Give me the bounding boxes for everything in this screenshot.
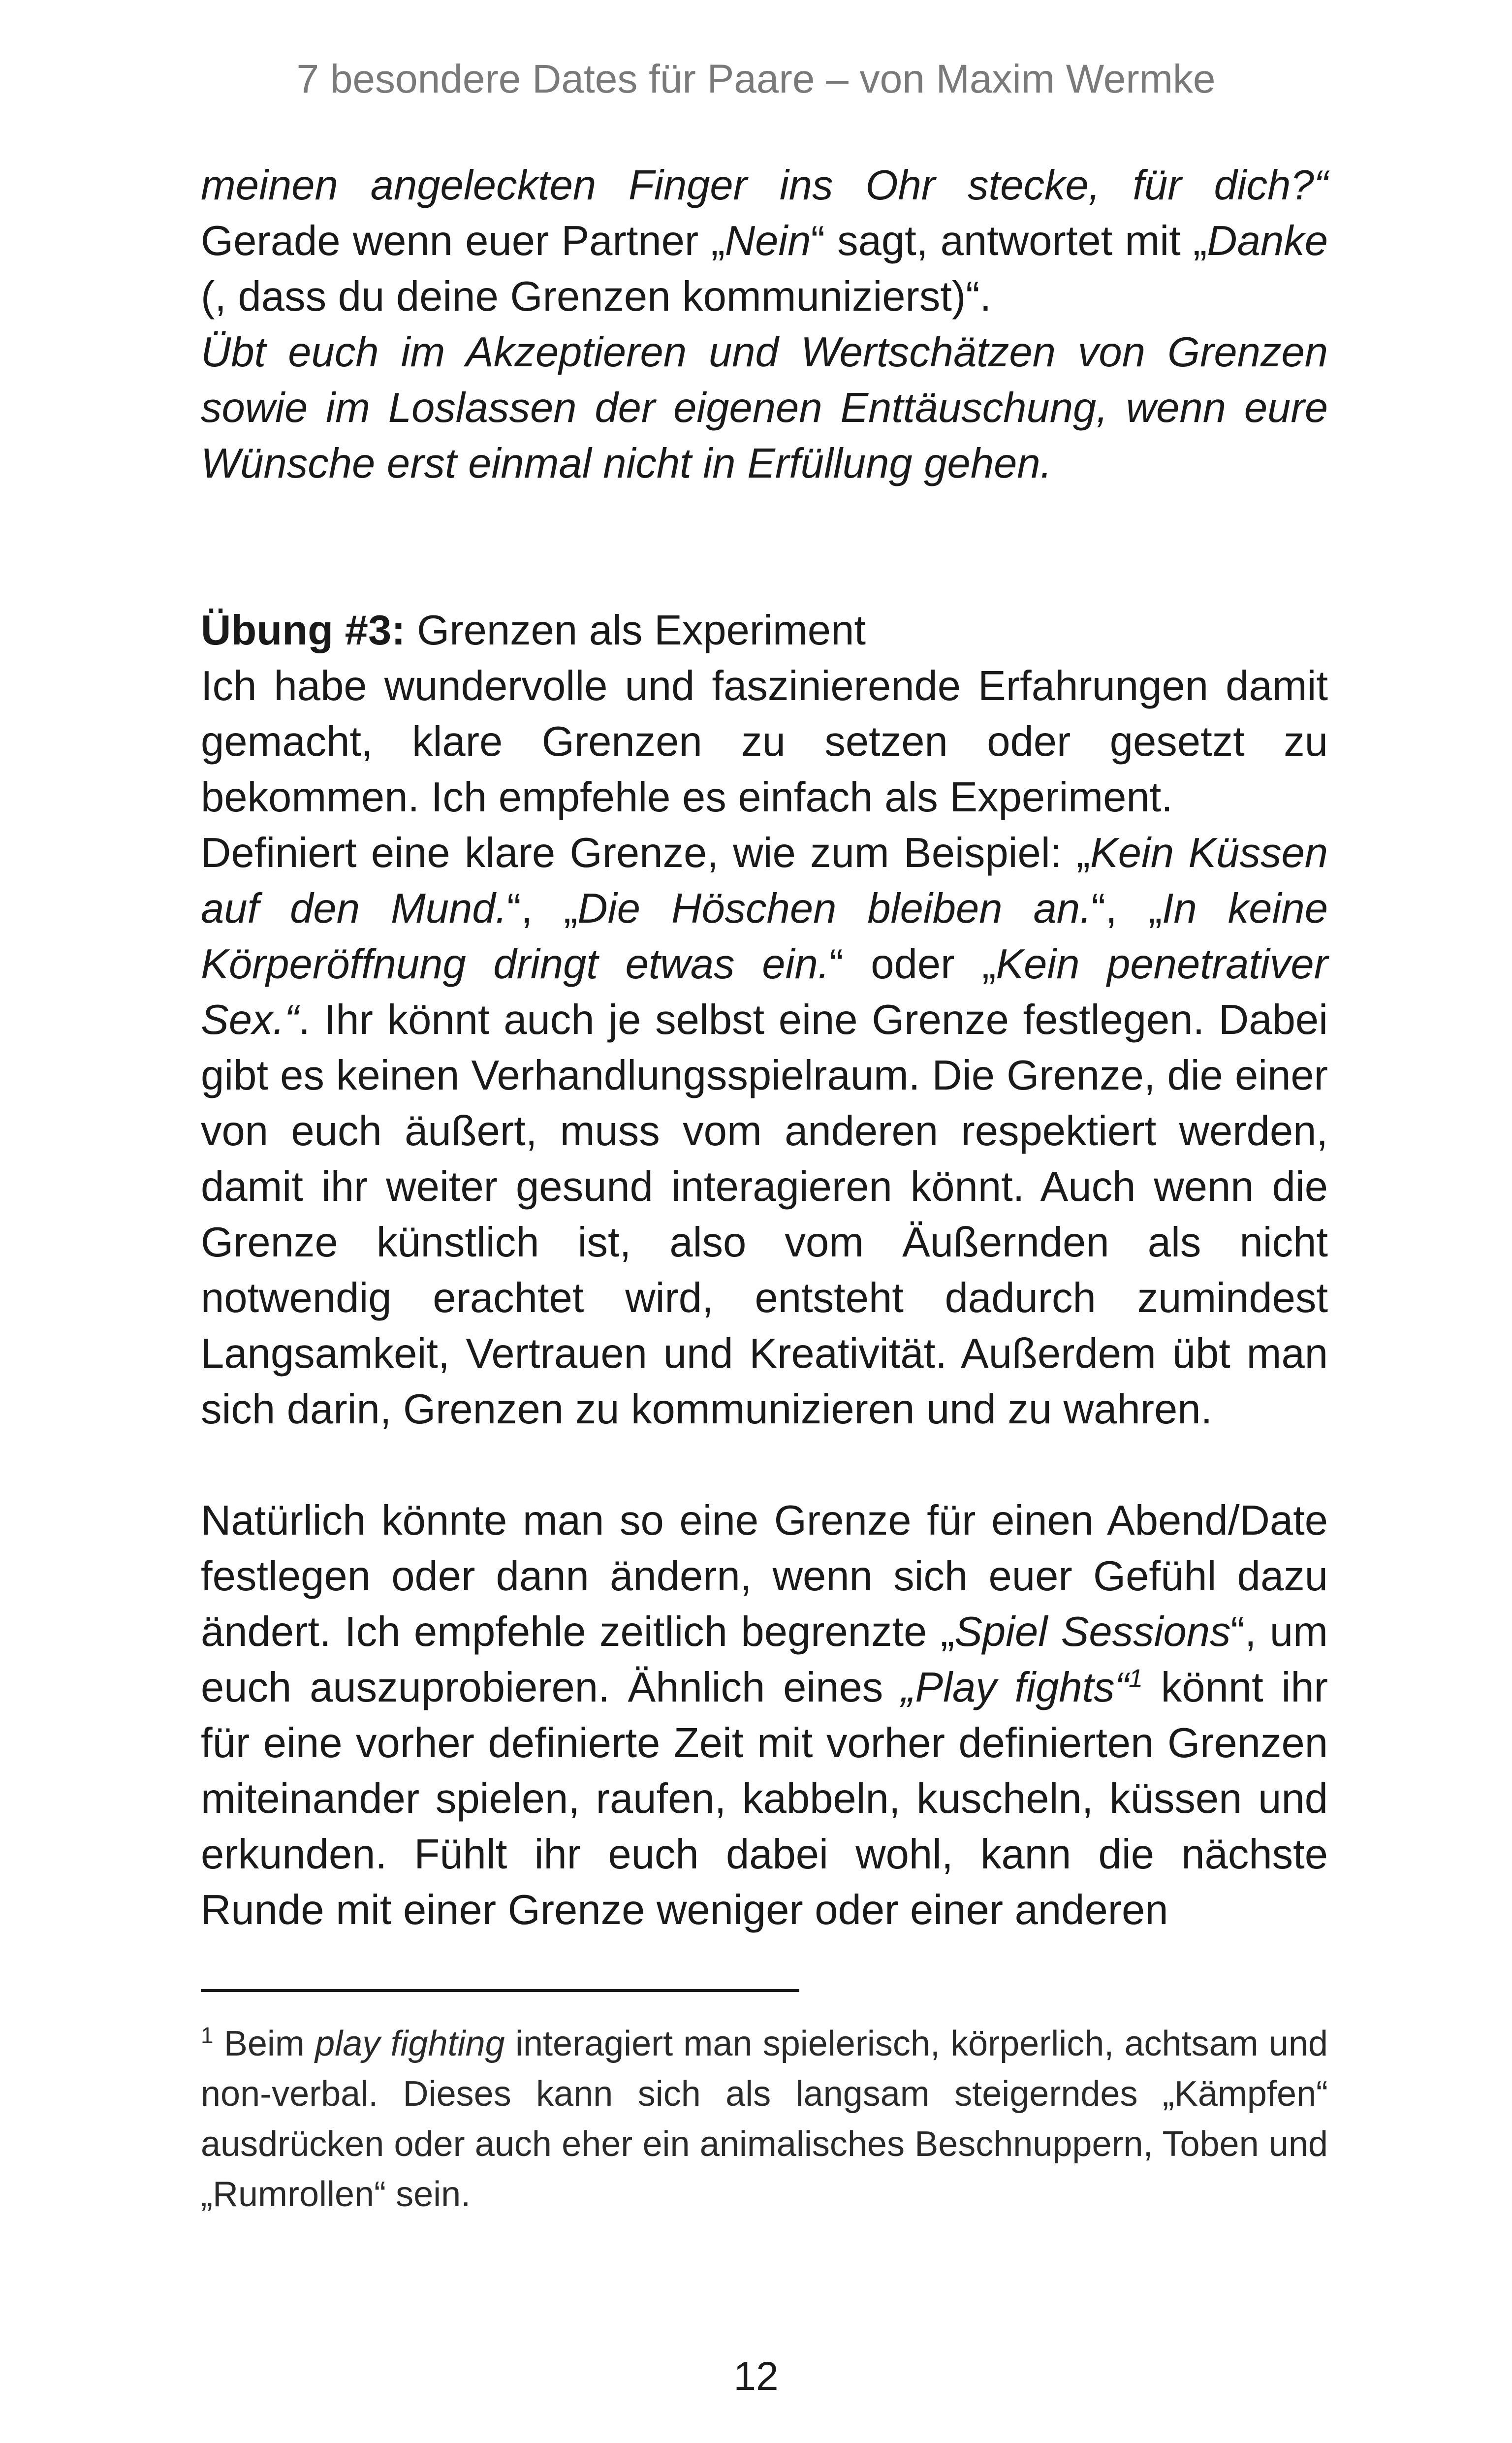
exercise-title: Grenzen als Experiment bbox=[405, 607, 866, 654]
page-body bbox=[201, 158, 1328, 1938]
paragraph-experience: Ich habe wundervolle und faszinierende Erfahrungen damit gemacht, klare Grenzen zu setzen oder gesetzt zu bekommen. Ich empfehle es einfach als Experiment. bbox=[201, 663, 1328, 821]
footnote-text: $^1$ Beim play fighting interagiert man spielerisch, körperlich, achtsam und non-verbal. Dieses kann sich als langsam steigerndes „Kämpfen“ ausdrücken oder auch eher ein animalisches Beschnuppern, Toben und „Rumrollen“ sein. bbox=[201, 2023, 1328, 2214]
footnote-divider bbox=[201, 1989, 799, 1992]
page-number: 12 bbox=[733, 2354, 779, 2399]
paragraph-finger-question: meinen angeleckten Finger ins Ohr stecke, für dich?“ Gerade wenn euer Partner „Nein“ sagt, antwortet mit „Danke (, dass du deine Grenzen kommunizierst)“. bbox=[201, 162, 1328, 320]
paragraph-play-sessions: Natürlich könnte man so eine Grenze für einen Abend/Date festlegen oder dann ändern, wenn sich euer Gefühl dazu ändert. Ich empfehle zeitlich begrenzte „Spiel Sessions“, um euch auszuprobieren. Ähnlich eines „Play fights“$^1$ könnt ihr für eine vorher definierte Zeit mit vorher definierten Grenzen miteinander spielen, raufen, kabbeln, kuscheln, küssen und erkunden. Fühlt ihr euch dabei wohl, kann die nächste Runde mit einer Grenze weniger oder einer anderen bbox=[201, 1497, 1328, 1933]
running-header: 7 besondere Dates für Paare – von Maxim Wermke bbox=[296, 57, 1216, 101]
paragraph-spacer bbox=[201, 491, 1328, 603]
italic-quote: meinen angeleckten Finger ins Ohr stecke, für dich?“ bbox=[201, 162, 1328, 209]
footnote-marker: 1 bbox=[201, 2023, 214, 2048]
exercise-label: Übung #3: bbox=[201, 607, 406, 654]
exercise-heading bbox=[201, 603, 1328, 658]
paragraph-define-boundary: Definiert eine klare Grenze, wie zum Beispiel: „Kein Küssen auf den Mund.“, „Die Höschen bleiben an.“, „In keine Körperöffnung dringt etwas ein.“ oder „Kein penetrativer Sex.“. Ihr könnt auch je selbst eine Grenze festlegen. Dabei gibt es keinen Verhandlungsspielraum. Die Grenze, die einer von euch äußert, muss vom anderen respektiert werden, damit ihr weiter gesund interagieren könnt. Auch wenn die Grenze künstlich ist, also vom Äußernden als nicht notwendig erachtet wird, entsteht dadurch zumindest Langsamkeit, Vertrauen und Kreativität. Außerdem übt man sich darin, Grenzen zu kommunizieren und zu wahren. bbox=[201, 830, 1328, 1433]
footnote-reference[interactable]: 1 bbox=[1129, 1664, 1143, 1693]
footnote bbox=[201, 2019, 1328, 2219]
paragraph-accept-boundaries: Übt euch im Akzeptieren und Wertschätzen von Grenzen sowie im Loslassen der eigenen Enttäuschung, wenn eure Wünsche erst einmal nicht in Erfüllung gehen. bbox=[201, 329, 1328, 487]
paragraph-spacer bbox=[201, 1437, 1328, 1493]
